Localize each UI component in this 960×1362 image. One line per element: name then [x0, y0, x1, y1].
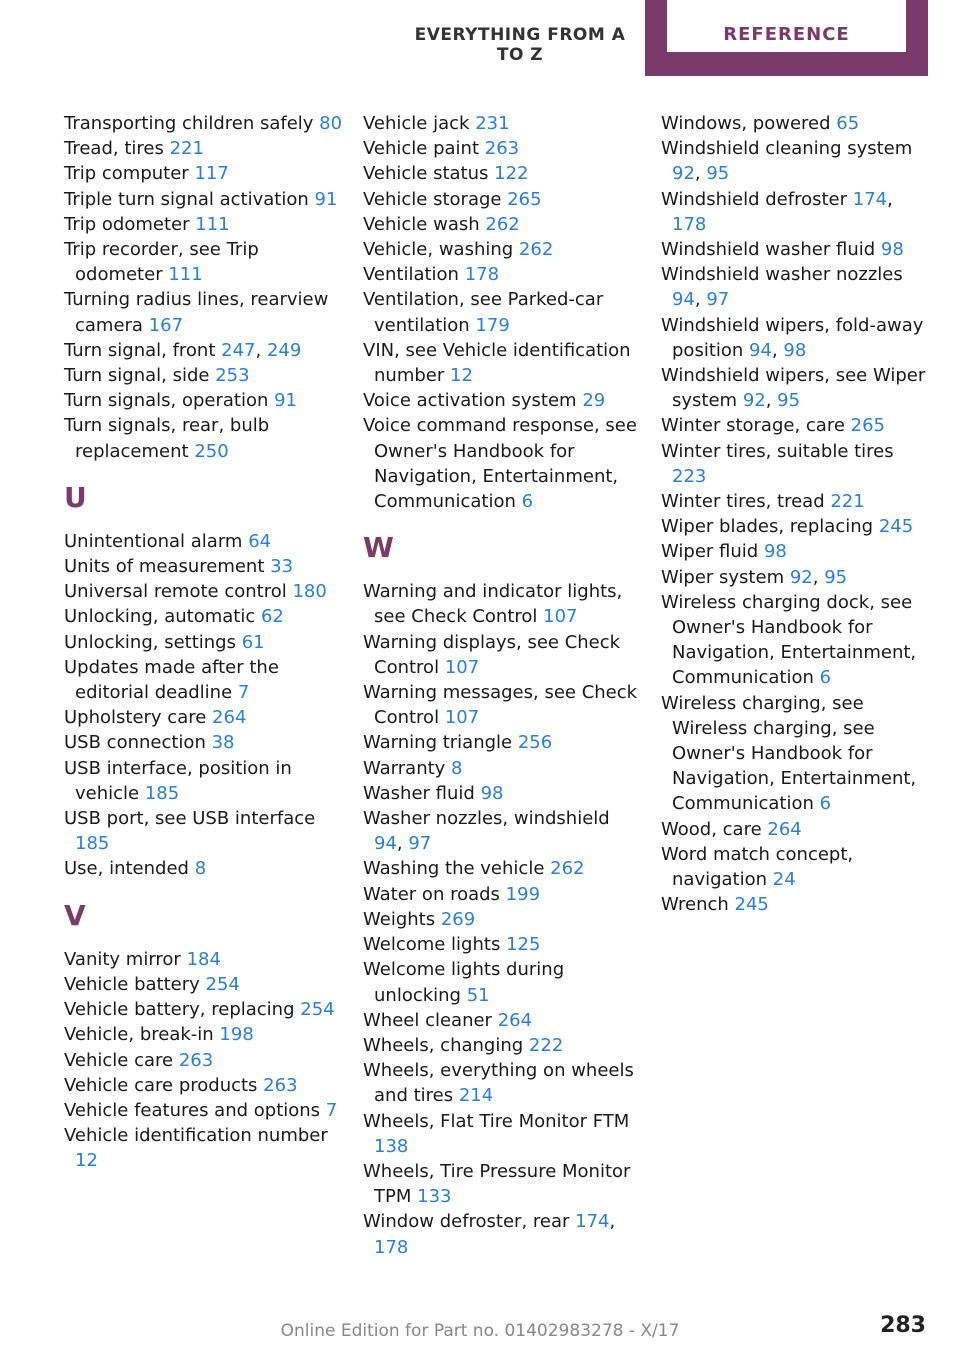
page-link[interactable]: 253	[215, 365, 250, 387]
page-link[interactable]: 222	[528, 1034, 564, 1056]
page-link[interactable]: 185	[75, 833, 110, 855]
index-entry	[363, 1058, 638, 1108]
index-entry: Windshield cleaning system 92, 95	[661, 138, 913, 185]
page-link[interactable]: 8	[194, 858, 207, 880]
page-link[interactable]: 167	[148, 314, 184, 336]
index-entry	[363, 187, 638, 212]
index-entry-text: Wood, care	[661, 818, 762, 840]
index-entry-text: Vehicle jack	[363, 113, 470, 134]
index-entry	[661, 892, 931, 917]
page-link[interactable]: 91	[274, 390, 298, 412]
page-link[interactable]: 107	[543, 606, 578, 628]
page-link[interactable]: 247	[221, 339, 256, 361]
index-entry	[363, 136, 638, 161]
index-entry	[363, 1008, 638, 1033]
index-entry	[64, 756, 344, 806]
page-link[interactable]: 125	[506, 934, 541, 956]
index-entry	[363, 579, 638, 629]
index-entry-text: Wrench	[661, 894, 729, 916]
index-entry-text: Ventilation	[363, 264, 459, 286]
index-entry	[64, 187, 344, 212]
page-link[interactable]: 179	[475, 314, 510, 336]
index-entry-text: Wireless charging, see Wireless charging, see Owner's Handbook for Navigation, Entertainment, Communication	[661, 692, 917, 815]
page-link[interactable]: 51	[466, 984, 490, 1006]
index-entry	[363, 1159, 638, 1209]
page-link[interactable]: 117	[194, 163, 229, 185]
index-entry-text: Vehicle paint	[363, 138, 480, 160]
index-entry-text: Wheel cleaner	[363, 1009, 492, 1031]
index-entry	[64, 413, 344, 463]
index-entry-text: Vehicle storage	[363, 188, 502, 210]
index-entry-text: Turn signals, operation	[64, 390, 269, 412]
index-letter-heading: W	[363, 531, 394, 565]
index-column-1	[64, 111, 344, 1174]
index-entry-text: Voice command response, see Owner's Handbook for Navigation, Entertainment, Communication	[363, 415, 637, 513]
page-link[interactable]: 250	[194, 440, 229, 462]
index-entry	[363, 1109, 638, 1159]
index-entry-text: Vehicle identification number	[64, 1125, 328, 1147]
index-entry	[661, 817, 931, 842]
index-entry	[64, 161, 344, 186]
page-link[interactable]: 249	[266, 339, 302, 361]
index-entry-text: Windshield wipers, fold-away position	[661, 314, 924, 361]
index-entry	[363, 856, 638, 881]
page-link[interactable]: 265	[507, 188, 542, 210]
page-link[interactable]: 98	[480, 782, 504, 804]
page-link[interactable]: 138	[374, 1135, 409, 1157]
page-link[interactable]: 94	[749, 339, 772, 361]
page-link[interactable]: 7	[325, 1099, 338, 1121]
index-entry-text: Vehicle, break-in	[64, 1024, 214, 1046]
index-entry-text: Transporting children safely	[64, 113, 314, 134]
index-entry-text: Vehicle battery	[64, 973, 200, 995]
page-link[interactable]: 265	[850, 415, 885, 437]
index-entry-text: VIN, see Vehicle identification number	[363, 339, 631, 387]
index-entry-text: Upholstery care	[64, 707, 207, 729]
index-entry	[363, 338, 638, 388]
index-entry-text: Ventilation, see Parked-car ventilation	[363, 289, 604, 336]
index-entry-text: Wheels, Flat Tire Monitor FTM	[363, 1110, 630, 1132]
index-entry-text: Washer fluid	[363, 782, 475, 804]
page-link[interactable]: 263	[484, 138, 520, 160]
page-link[interactable]: 199	[505, 883, 541, 905]
index-entry	[363, 237, 638, 262]
page-link[interactable]: 92	[789, 566, 813, 588]
index-entry	[363, 957, 638, 1007]
index-entry	[661, 691, 931, 817]
index-entry	[661, 514, 931, 539]
index-entry: Window defroster, rear 174, 178	[363, 1211, 616, 1258]
reference-tab[interactable]	[645, 0, 928, 76]
index-entry	[64, 997, 344, 1022]
index-entry-text: Window defroster, rear	[363, 1211, 570, 1233]
page-link[interactable]: 122	[494, 163, 529, 185]
index-entry: Windshield defroster 174, 178	[661, 188, 893, 235]
index-entry	[64, 1048, 344, 1073]
index-entry-text: Windshield washer fluid	[661, 239, 876, 261]
index-entry	[363, 756, 638, 781]
index-entry-text: Trip computer	[64, 163, 189, 185]
page-link[interactable]: 221	[830, 491, 865, 513]
index-entry-text: Turn signals, rear, bulb replacement	[64, 415, 270, 462]
index-entry-text: USB port, see USB interface	[64, 808, 316, 830]
section-title: EVERYTHING FROM A TO Z	[414, 25, 626, 65]
index-entry-text: Tread, tires	[64, 138, 164, 160]
index-entry-text: Voice activation system	[363, 390, 577, 412]
page-link[interactable]: 6	[819, 667, 832, 689]
index-entry-text: Welcome lights during unlocking	[363, 959, 565, 1006]
index-entry-text: Turn signal, side	[64, 365, 210, 387]
page-link[interactable]: 64	[248, 530, 272, 552]
page-link[interactable]: 8	[451, 757, 463, 779]
page-link[interactable]: 98	[880, 239, 904, 261]
index-entry-text: Windshield defroster	[661, 188, 848, 210]
index-letter-heading: U	[64, 480, 87, 514]
index-entry-text: Weights	[363, 908, 436, 930]
index-entry	[64, 1123, 344, 1173]
page-link[interactable]: 262	[485, 213, 520, 235]
index-entry-text: Vehicle, washing	[363, 239, 514, 261]
index-entry	[363, 630, 638, 680]
page-link[interactable]: 178	[374, 1236, 409, 1258]
edition-footer: Online Edition for Part no. 01402983278 - X/17	[280, 1321, 680, 1341]
index-entry	[64, 1073, 344, 1098]
page-link[interactable]: 65	[836, 113, 860, 134]
index-entry	[64, 136, 344, 161]
index-entry	[64, 287, 344, 337]
page-link[interactable]: 245	[734, 894, 769, 916]
page-link[interactable]: 97	[408, 833, 432, 855]
index-entry-text: USB connection	[64, 732, 206, 754]
page-link[interactable]: 24	[772, 869, 796, 891]
index-entry	[363, 212, 638, 237]
index-entry-text: USB interface, position in vehicle	[64, 757, 292, 804]
index-entry-text: Vanity mirror	[64, 948, 181, 970]
index-entry	[661, 237, 931, 262]
index-entry-text: Vehicle care products	[64, 1074, 258, 1096]
page-link[interactable]: 111	[168, 264, 203, 286]
index-entry-text: Units of measurement	[64, 556, 265, 578]
index-entry	[363, 882, 638, 907]
index-entry-text: Turning radius lines, rearview camera	[64, 289, 329, 336]
index-entry-text: Windows, powered	[661, 113, 831, 134]
index-entry-text: Wiper system	[661, 566, 785, 588]
index-entry	[363, 111, 638, 136]
index-entry-text: Windshield wipers, see Wiper system	[661, 365, 926, 412]
index-entry-text: Vehicle care	[64, 1049, 174, 1071]
index-entry	[64, 730, 344, 755]
index-entry	[64, 655, 344, 705]
page-link[interactable]: 6	[521, 491, 534, 513]
index-entry	[363, 781, 638, 806]
index-entry	[661, 413, 931, 438]
index-entry-text: Universal remote control	[64, 581, 287, 603]
index-entry-text: Use, intended	[64, 858, 189, 880]
index-entry	[363, 932, 638, 957]
index-entry	[64, 856, 344, 881]
index-entry-text: Word match concept, navigation	[661, 843, 854, 891]
index-entry	[363, 1033, 638, 1058]
index-entry	[64, 237, 344, 287]
index-entry	[64, 1098, 344, 1123]
page-link[interactable]: 174	[852, 188, 888, 210]
index-entry-text: Vehicle status	[363, 163, 489, 185]
index-entry-text: Warning messages, see Check Control	[363, 682, 638, 729]
page-link[interactable]: 264	[767, 818, 802, 840]
page-link[interactable]: 198	[219, 1024, 254, 1046]
index-entry	[661, 111, 931, 136]
page-link[interactable]: 223	[672, 465, 707, 487]
index-column-3	[661, 111, 931, 918]
index-entry-text: Winter tires, tread	[661, 491, 825, 513]
index-entry: Windshield wipers, fold-away position 94, 98	[661, 314, 924, 361]
page-link[interactable]: 98	[763, 541, 787, 563]
page-link[interactable]: 98	[783, 339, 807, 361]
index-entry-text: Wiper fluid	[661, 541, 759, 563]
index-entry: Wiper system 92, 95	[661, 566, 848, 588]
page-link[interactable]: 184	[186, 948, 221, 970]
index-entry	[64, 579, 344, 604]
page-link[interactable]: 12	[450, 365, 473, 387]
page-link[interactable]: 133	[417, 1186, 452, 1208]
page-link[interactable]: 263	[178, 1049, 214, 1071]
page-link[interactable]: 269	[440, 908, 476, 930]
index-entry-text: Wireless charging dock, see Owner's Handbook for Navigation, Entertainment, Communication	[661, 591, 917, 689]
page-link[interactable]: 262	[518, 239, 554, 261]
index-entry-text: Winter tires, suitable tires	[661, 440, 894, 462]
index-entry-text: Unintentional alarm	[64, 530, 243, 552]
page-link[interactable]: 29	[582, 390, 606, 412]
index-entry-text: Turn signal, front	[64, 339, 216, 361]
index-entry	[363, 413, 638, 514]
index-entry	[363, 388, 638, 413]
page-link[interactable]: 231	[475, 113, 510, 134]
index-entry	[661, 590, 931, 691]
page-link[interactable]: 254	[205, 973, 240, 995]
page-link[interactable]: 33	[270, 556, 294, 578]
index-entry	[363, 262, 638, 287]
page-link[interactable]: 6	[819, 793, 832, 815]
reference-tab-label: REFERENCE	[723, 24, 850, 45]
page-link[interactable]: 7	[237, 682, 250, 704]
page-link[interactable]: 97	[706, 289, 730, 311]
index-entry	[64, 604, 344, 629]
page-link[interactable]: 80	[319, 113, 343, 134]
index-entry	[363, 161, 638, 186]
index-entry: Washer nozzles, windshield 94, 97	[363, 808, 610, 855]
index-entry-text: Warning and indicator lights, see Check Control	[363, 581, 623, 628]
page-link[interactable]: 214	[458, 1085, 494, 1107]
index-entry-text: Welcome lights	[363, 934, 501, 956]
page-link[interactable]: 95	[824, 566, 848, 588]
index-entry	[661, 842, 931, 892]
index-entry-text: Windshield washer nozzles	[661, 264, 903, 286]
page-link[interactable]: 178	[672, 213, 707, 235]
page-link[interactable]: 92	[672, 163, 695, 185]
index-entry-text: Wheels, changing	[363, 1034, 524, 1056]
page-link[interactable]: 264	[497, 1009, 533, 1031]
index-entry	[64, 1022, 344, 1047]
index-entry-text: Washing the vehicle	[363, 858, 545, 880]
page-link[interactable]: 174	[575, 1211, 610, 1233]
index-entry	[64, 806, 344, 856]
index-entry-text: Wheels, everything on wheels and tires	[363, 1060, 634, 1107]
page-link[interactable]: 263	[263, 1074, 298, 1096]
reference-tab-inner	[667, 0, 906, 52]
index-entry	[64, 111, 344, 136]
index-entry	[64, 212, 344, 237]
page-link[interactable]: 94	[672, 289, 695, 311]
index-entry	[64, 947, 344, 972]
index-entry	[64, 630, 344, 655]
index-entry-text: Updates made after the editorial deadline	[64, 656, 279, 704]
page-link[interactable]: 178	[464, 264, 500, 286]
page-link[interactable]: 221	[169, 138, 204, 160]
page-link[interactable]: 95	[777, 390, 801, 412]
page-link[interactable]: 94	[374, 833, 397, 855]
index-entry	[661, 539, 931, 564]
page-link[interactable]: 12	[75, 1150, 98, 1172]
index-entry	[363, 287, 638, 337]
page-link[interactable]: 111	[195, 213, 230, 235]
page-link[interactable]: 262	[550, 858, 585, 880]
index-entry	[661, 439, 931, 489]
index-column-2	[363, 111, 638, 1260]
page-link[interactable]: 91	[314, 188, 338, 210]
index-entry	[363, 730, 638, 755]
page-link[interactable]: 245	[878, 516, 914, 538]
index-entry-text: Winter storage, care	[661, 415, 845, 437]
page-link[interactable]: 264	[212, 707, 247, 729]
index-entry-text: Vehicle battery, replacing	[64, 999, 295, 1021]
page-link[interactable]: 180	[292, 581, 327, 603]
page-link[interactable]: 61	[241, 631, 265, 653]
index-entry-text: Water on roads	[363, 883, 500, 905]
page-link[interactable]: 107	[444, 656, 480, 678]
index-entry: Turn signal, front 247, 249	[64, 339, 302, 361]
index-entry: Windshield washer nozzles 94, 97	[661, 264, 903, 311]
index-entry-text: Washer nozzles, windshield	[363, 808, 610, 830]
index-entry	[363, 680, 638, 730]
index-entry-text: Trip odometer	[64, 213, 190, 235]
index-entry: Windshield wipers, see Wiper system 92, 95	[661, 365, 926, 412]
page-link[interactable]: 107	[444, 707, 480, 729]
index-entry	[64, 388, 344, 413]
index-entry	[64, 554, 344, 579]
page-link[interactable]: 62	[260, 606, 284, 628]
index-entry-text: Unlocking, automatic	[64, 606, 256, 628]
index-entry	[64, 363, 344, 388]
index-entry-text: Vehicle wash	[363, 213, 480, 235]
index-entry	[661, 489, 931, 514]
index-entry-text: Warning displays, see Check Control	[363, 631, 621, 678]
index-entry	[64, 529, 344, 554]
index-entry-text: Trip recorder, see Trip odometer	[64, 239, 259, 286]
index-letter-heading: V	[64, 898, 86, 932]
index-entry	[64, 972, 344, 997]
index-entry-text: Warning triangle	[363, 732, 513, 754]
page-link[interactable]: 92	[742, 390, 766, 412]
index-entry	[363, 907, 638, 932]
page-link[interactable]: 254	[300, 999, 335, 1021]
index-entry-text: Unlocking, settings	[64, 631, 236, 653]
index-entry-text: Wiper blades, replacing	[661, 516, 874, 538]
index-entry	[64, 705, 344, 730]
page-link[interactable]: 95	[706, 163, 730, 185]
index-entry-text: Warranty	[363, 757, 446, 779]
page-link[interactable]: 38	[211, 732, 235, 754]
index-entry-text: Wheels, Tire Pressure Monitor TPM	[363, 1160, 631, 1208]
page-number: 283	[880, 1313, 926, 1338]
index-entry-text: Windshield cleaning system	[661, 138, 913, 160]
index-entry-text: Triple turn signal activation	[64, 188, 309, 210]
index-entry-text: Vehicle features and options	[64, 1099, 321, 1121]
page-link[interactable]: 185	[144, 782, 180, 804]
page-link[interactable]: 256	[517, 732, 553, 754]
